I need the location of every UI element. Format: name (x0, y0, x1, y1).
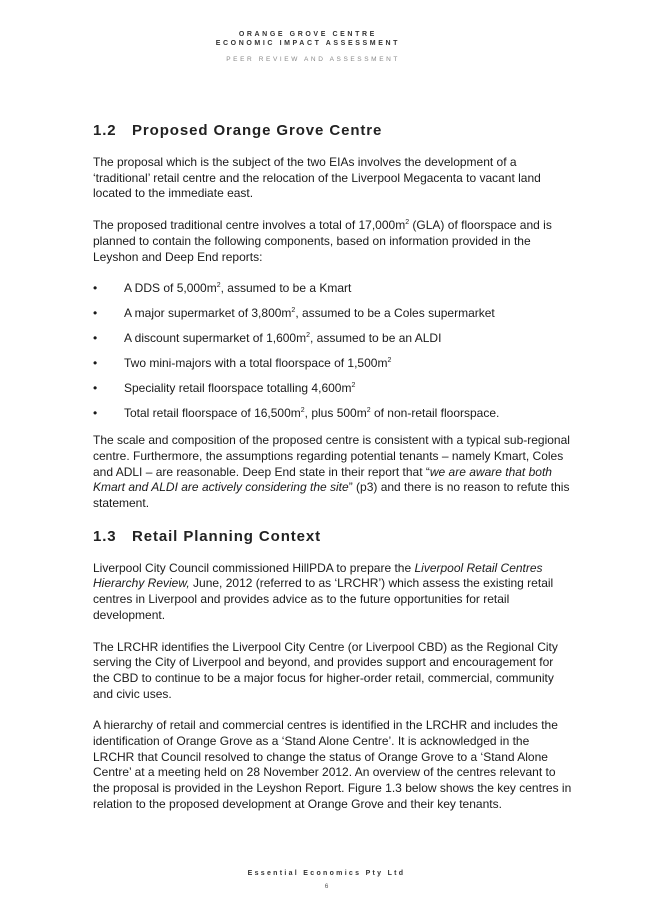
footer-firm-name: Essential Economics Pty Ltd (247, 870, 406, 877)
section-number: 1.2 (93, 122, 117, 139)
section-title: Proposed Orange Grove Centre (132, 122, 383, 139)
page-number: 6 (324, 883, 329, 890)
section-title: Retail Planning Context (132, 527, 322, 545)
list-item: • Two mini-majors with a total floorspace of $1,500m^2$ (93, 356, 392, 371)
list-item: • Total retail floorspace of $16,500m^2$, plus $500m^2$ of non-retail floorspace. (93, 406, 500, 421)
paragraph: A hierarchy of retail and commercial centres is identified in the LRCHR and includes the identification of Orange Grove as a ‘Stand Alone Centre’. It is acknowledged in the LRCHR that Council resolved to change the status of Orange Grove to a ‘Stand Alone Centre’ at a meeting held on 28 November 2012. An overview of the centres relevant to the proposal is provided in the Leyshon Report. Figure 1.3 below shows the key centres in relation to the proposed development at Orange Grove and their key tenants. (93, 718, 572, 811)
page-footer (0, 870, 653, 890)
list-item: • Speciality retail floorspace totalling $4,600m^2$ (93, 381, 356, 396)
header-subtitle: PEER REVIEW AND ASSESSMENT (226, 56, 400, 63)
paragraph: Liverpool City Council commissioned HillPDA to prepare the Liverpool Retail Centres Hierarchy Review, June, 2012 (referred to as ‘LRCHR’) which assess the existing retail centres in Liverpool and provides advice as to the future opportunities for retail development. (93, 560, 554, 622)
header-title-line1: ORANGE GROVE CENTRE (238, 31, 377, 38)
paragraph: The proposal which is the subject of the two EIAs involves the development of a ‘traditional’ retail centre and the relocation of the Liverpool Megacenta to vacant land located to the immediate east. (93, 155, 541, 201)
section-number: 1.3 (93, 527, 117, 545)
paragraph: The scale and composition of the proposed centre is consistent with a typical sub-regional centre. Furthermore, the assumptions regarding potential tenants – namely Kmart, Coles and ADLI – are reasonable. Deep End state in their report that “we are aware that both Kmart and ALDI are actively considering the site” (p3) and there is no reason to refute this statement. (93, 433, 570, 511)
header-title-line2: ECONOMIC IMPACT ASSESSMENT (215, 40, 400, 47)
list-item: • A discount supermarket of $1,600m^2$, assumed to be an ALDI (93, 331, 442, 346)
list-item: • A DDS of $5,000m^2$, assumed to be a Kmart (93, 281, 352, 296)
components-list (93, 281, 573, 421)
paragraph: The proposed traditional centre involves a total of $17,000m^2$ (GLA) of floorspace and is planned to contain the following components, based on information provided in the Leyshon and Deep End reports: (93, 218, 552, 264)
list-item: • A major supermarket of $3,800m^2$, assumed to be a Coles supermarket (93, 306, 495, 321)
paragraph: The LRCHR identifies the Liverpool City Centre (or Liverpool CBD) as the Regional City serving the City of Liverpool and beyond, and provides support and encouragement for the CBD to continue to be a major focus for higher-order retail, commercial, community and civic uses. (93, 639, 558, 701)
document-body (93, 122, 573, 829)
section-heading-1-2 (93, 122, 573, 139)
section-heading-1-3 (93, 528, 573, 545)
